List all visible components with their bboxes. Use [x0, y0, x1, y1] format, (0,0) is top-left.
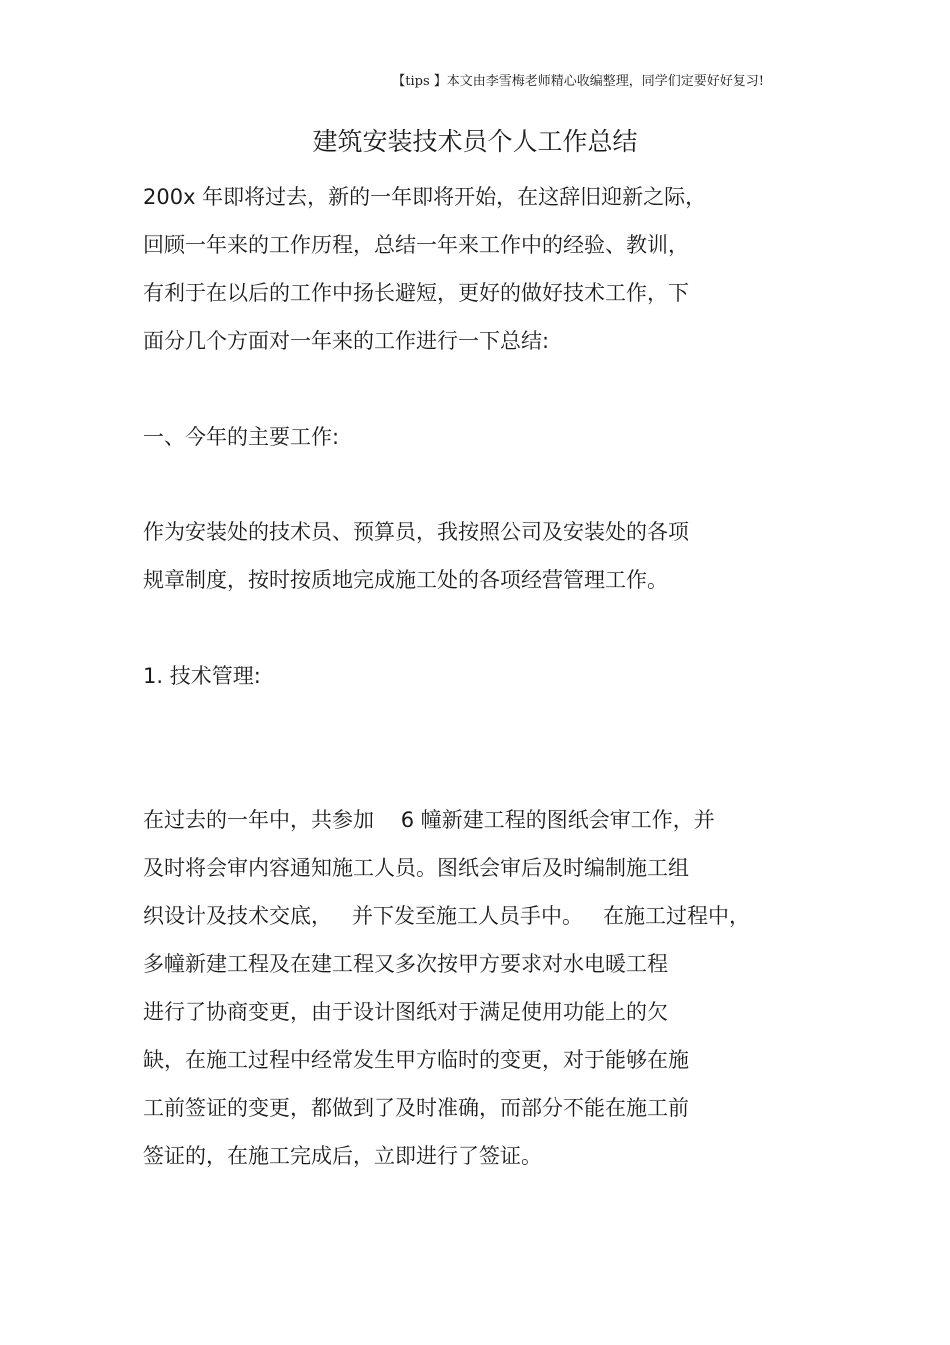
intro-line-3: 有利于在以后的工作中扬长避短，更好的做好技术工作，下 — [143, 281, 689, 305]
intro-line-1: 200x 年即将过去，新的一年即将开始，在这辞旧迎新之际， — [143, 185, 707, 209]
section-line-1: 作为安装处的技术员、预算员，我按照公司及安装处的各项 — [143, 520, 689, 544]
subsection-line-5: 进行了协商变更，由于设计图纸对于满足使用功能上的欠 — [143, 1000, 668, 1024]
subsection-line-6: 缺，在施工过程中经常发生甲方临时的变更，对于能够在施 — [143, 1048, 689, 1072]
document-title: 建筑安装技术员个人工作总结 — [312, 127, 638, 156]
subsection-heading-tech-management: 1. 技术管理: — [143, 664, 261, 688]
intro-line-2: 回顾一年来的工作历程，总结一年来工作中的经验、教训， — [143, 233, 689, 257]
section-heading-main-work: 一、今年的主要工作: — [143, 425, 340, 449]
header-tip: 【tips 】本文由李雪梅老师精心收编整理，同学们定要好好复习! — [392, 74, 764, 89]
subsection-line-2: 及时将会审内容通知施工人员。图纸会审后及时编制施工组 — [143, 856, 689, 880]
subsection-line-3: 织设计及技术交底， 并下发至施工人员手中。 在施工过程中， — [143, 904, 751, 928]
subsection-line-7: 工前签证的变更，都做到了及时准确，而部分不能在施工前 — [143, 1096, 689, 1120]
section-line-2: 规章制度，按时按质地完成施工处的各项经营管理工作。 — [143, 568, 668, 592]
subsection-line-8: 签证的，在施工完成后，立即进行了签证。 — [143, 1144, 542, 1168]
intro-line-4: 面分几个方面对一年来的工作进行一下总结: — [143, 329, 550, 353]
subsection-line-4: 多幢新建工程及在建工程又多次按甲方要求对水电暖工程 — [143, 952, 668, 976]
subsection-line-1: 在过去的一年中，共参加 6 幢新建工程的图纸会审工作，并 — [143, 808, 715, 832]
